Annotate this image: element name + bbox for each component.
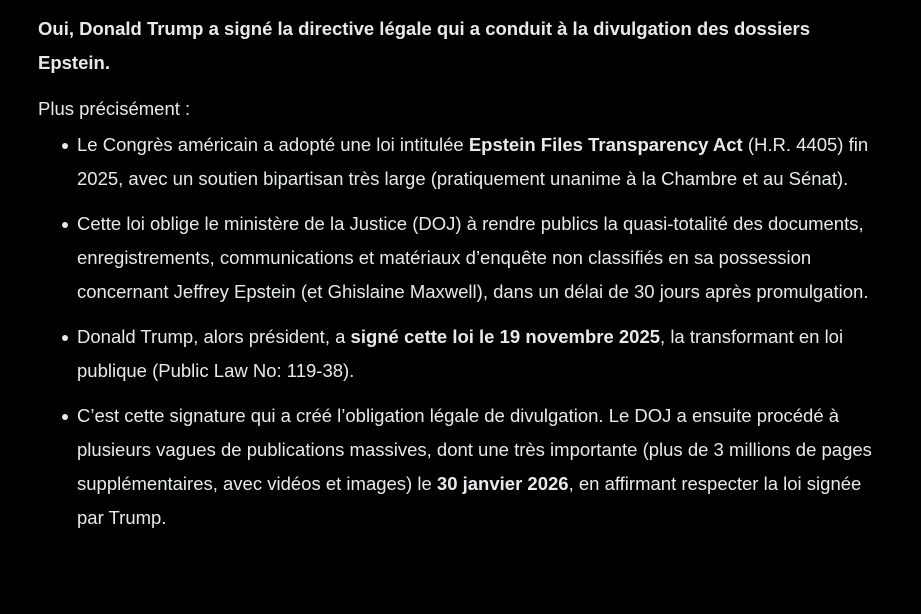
item-text: (H.R. 4405) fin 2025, avec un soutien bipartisan très large (pratiquement unanime à la Chambre et au Sénat). <box>77 134 869 189</box>
bullet-icon <box>62 222 68 228</box>
list-item <box>38 399 878 535</box>
response-headline: Oui, Donald Trump a signé la directive légale qui a conduit à la divulgation des dossiers Epstein. <box>38 18 811 73</box>
item-text: C’est cette signature qui a créé l’obligation légale de divulgation. Le DOJ a ensuite procédé à plusieurs vagues de publications massives, dont une très importante (plus de 3 millions de pages supplémentaires, avec vidéos et images) le <box>77 405 872 494</box>
item-text: Donald Trump, alors président, a <box>77 326 351 347</box>
bullet-icon <box>62 335 68 341</box>
list-item <box>38 320 878 388</box>
item-bold-text: 30 janvier 2026 <box>436 473 569 494</box>
bullet-icon <box>62 414 68 420</box>
item-bold-text: Epstein Files Transparency Act <box>468 134 743 155</box>
bullet-icon <box>62 143 68 149</box>
intro-text: Plus précisément : <box>38 98 191 119</box>
bullet-list <box>38 128 878 535</box>
item-text: , la transformant en loi publique (Public Law No: 119-38). <box>77 326 844 381</box>
item-bold-text: signé cette loi le 19 novembre 2025 <box>350 326 661 347</box>
response-body <box>38 12 878 546</box>
list-item <box>38 207 878 309</box>
list-item <box>38 128 878 196</box>
item-text: Cette loi oblige le ministère de la Justice (DOJ) à rendre publics la quasi-totalité des documents, enregistrements, communications et matériaux d’enquête non classifiés en sa possession concernant Jeffrey Epstein (et Ghislaine Maxwell), dans un délai de 30 jours après promulgation. <box>77 213 869 302</box>
item-text: Le Congrès américain a adopté une loi intitulée <box>77 134 469 155</box>
item-text: , en affirmant respecter la loi signée par Trump. <box>77 473 862 528</box>
